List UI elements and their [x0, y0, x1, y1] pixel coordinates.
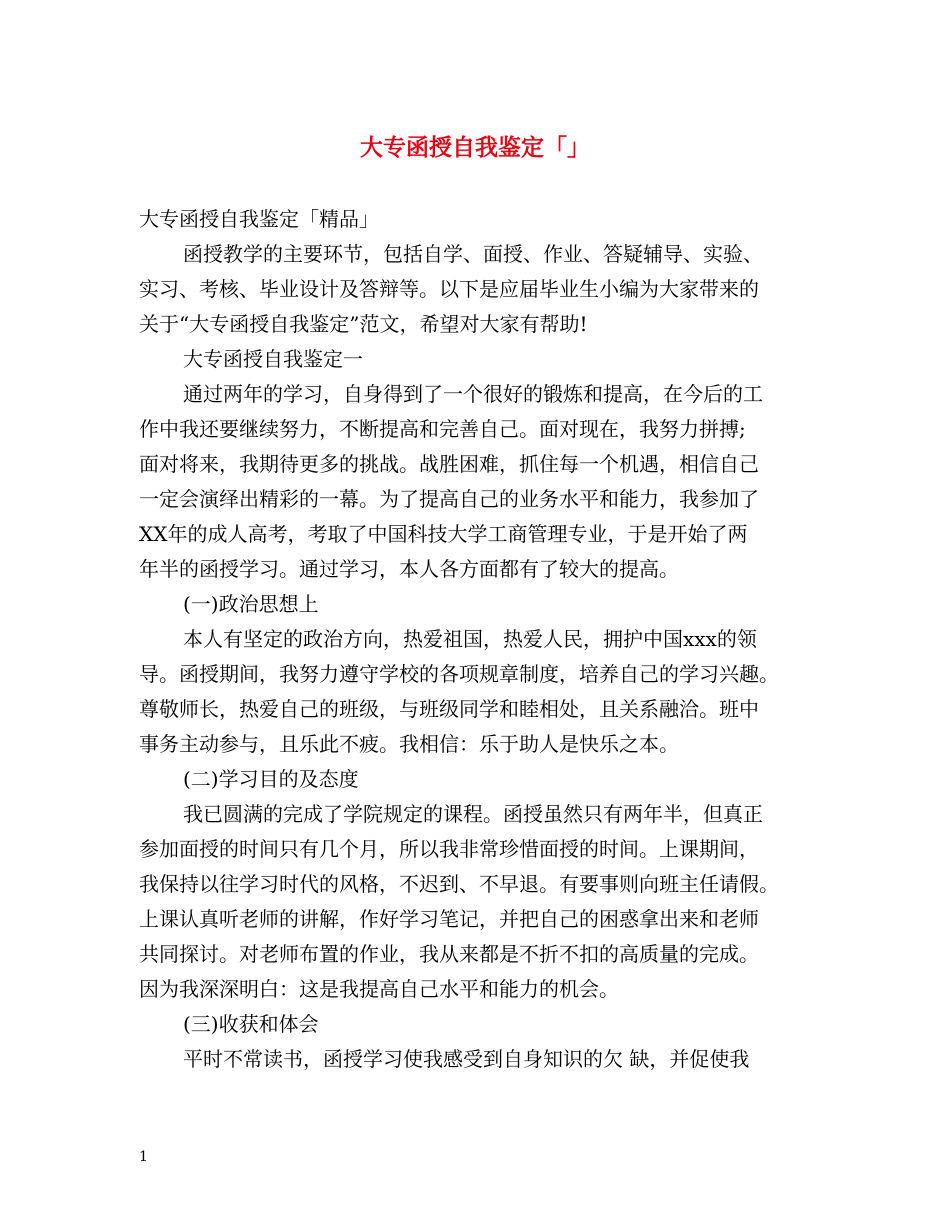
text-line: (二)学习目的及态度 [183, 767, 359, 791]
text-line: 面对将来，我期待更多的挑战。战胜困难，抓住每一个机遇，相信自己 [139, 452, 759, 476]
text-line: 关于“大专函授自我鉴定”范文，希望对大家有帮助! [139, 312, 588, 336]
text-line: 我已圆满的完成了学院规定的课程。函授虽然只有两年半，但真正 [183, 802, 763, 826]
text-line: 导。函授期间，我努力遵守学校的各项规章制度，培养自己的学习兴趣。 [139, 662, 779, 686]
document-body [139, 202, 839, 1077]
text-line: 事务主动参与，且乐此不疲。我相信：乐于助人是快乐之本。 [139, 732, 679, 756]
text-line: 本人有坚定的政治方向，热爱祖国，热爱人民，拥护中国xxx的领 [183, 627, 757, 651]
text-line: 年半的函授学习。通过学习，本人各方面都有了较大的提高。 [139, 557, 679, 581]
text-line: 大专函授自我鉴定一 [183, 347, 363, 371]
text-line: 上课认真听老师的讲解，作好学习笔记，并把自己的困惑拿出来和老师 [139, 907, 759, 931]
text-line: (一)政治思想上 [183, 592, 319, 616]
text-line: 因为我深深明白：这是我提高自己水平和能力的机会。 [139, 977, 619, 1001]
text-line: (三)收获和体会 [183, 1012, 319, 1036]
text-line: 通过两年的学习，自身得到了一个很好的锻炼和提高，在今后的工 [183, 382, 763, 406]
text-line: 平时不常读书，函授学习使我感受到自身知识的欠 缺，并促使我 [183, 1047, 750, 1071]
text-line: 大专函授自我鉴定「精品」 [139, 207, 379, 231]
text-line: 共同探讨。对老师布置的作业，我从来都是不折不扣的高质量的完成。 [139, 942, 759, 966]
text-line: 函授教学的主要环节，包括自学、面授、作业、答疑辅导、实验、 [183, 242, 763, 266]
text-line: 实习、考核、毕业设计及答辩等。以下是应届毕业生小编为大家带来的 [139, 277, 759, 301]
text-line: 一定会演绎出精彩的一幕。为了提高自己的业务水平和能力，我参加了 [139, 487, 759, 511]
text-line: 尊敬师长，热爱自己的班级，与班级同学和睦相处，且关系融洽。班中 [139, 697, 759, 721]
text-line: 参加面授的时间只有几个月，所以我非常珍惜面授的时间。上课期间， [139, 837, 759, 861]
text-line: XX年的成人高考，考取了中国科技大学工商管理专业，于是开始了两 [139, 522, 748, 546]
text-line: 作中我还要继续努力，不断提高和完善自己。面对现在，我努力拼搏; [139, 417, 746, 441]
page-number: 1 [139, 1149, 148, 1165]
text-line: 我保持以往学习时代的风格，不迟到、不早退。有要事则向班主任请假。 [139, 872, 779, 896]
page-title: 大专函授自我鉴定「」 [360, 134, 590, 161]
